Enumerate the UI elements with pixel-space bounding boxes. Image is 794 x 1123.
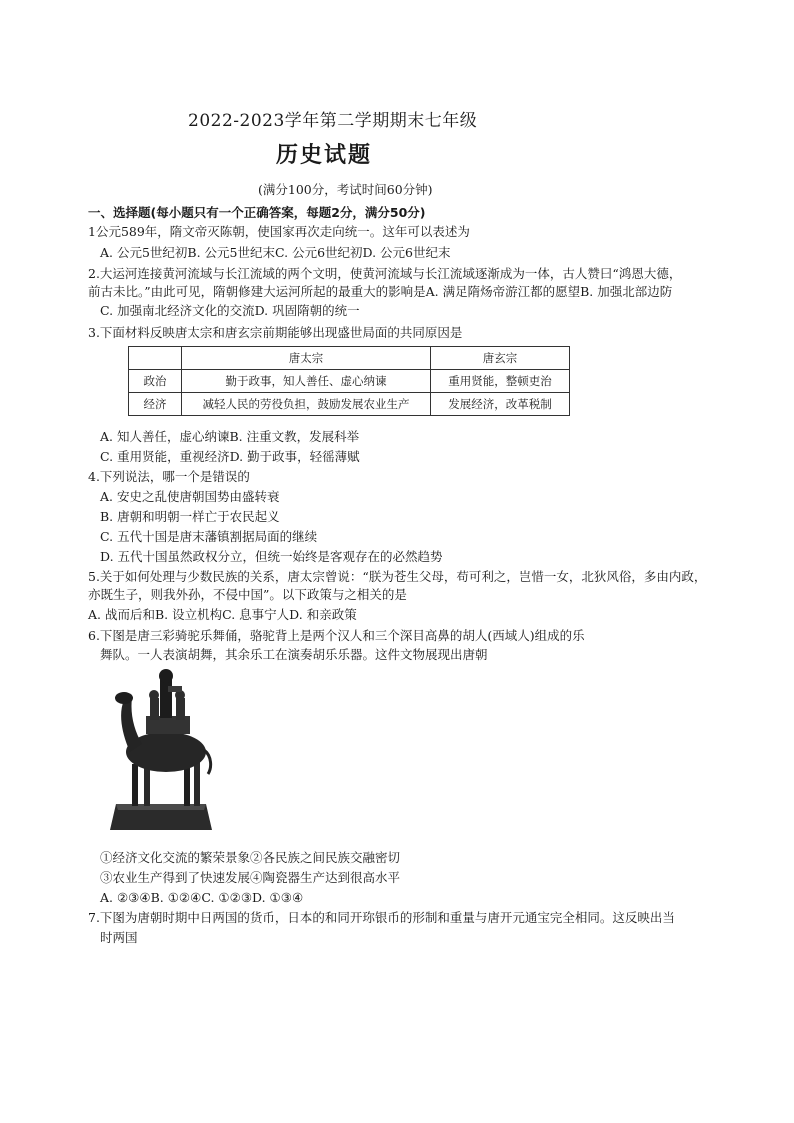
q4-option-b: B. 唐朝和明朝一样亡于农民起义 xyxy=(100,509,280,524)
q3-option-line2: C. 重用贤能，重视经济D. 勤于政事，轻徭薄赋 xyxy=(100,449,360,464)
table-cell: 减轻人民的劳役负担，鼓励发展农业生产 xyxy=(182,393,431,416)
q4-option-d: D. 五代十国虽然政权分立，但统一始终是客观存在的必然趋势 xyxy=(100,549,443,564)
q2-line2: 前古未比。”由此可见，隋朝修建大运河所起的最重大的影响是A. 满足隋炀帝游江都的愿望B. 加强北部边防 xyxy=(88,284,673,299)
q3-stem: 3.下面材料反映唐太宗和唐玄宗前期能够出现盛世局面的共同原因是 xyxy=(88,325,463,340)
q3-table xyxy=(128,346,570,416)
q1-options: A. 公元5世纪初B. 公元5世纪末C. 公元6世纪初D. 公元6世纪末 xyxy=(100,245,451,260)
table-header-cell xyxy=(129,347,182,370)
q6-item-line2: ③农业生产得到了快速发展④陶瓷器生产达到很高水平 xyxy=(100,870,401,885)
q6-line2: 舞队。一人表演胡舞，其余乐工在演奏胡乐乐器。这件文物展现出唐朝 xyxy=(100,647,488,662)
q1-stem: 1公元589年，隋文帝灭陈朝，使国家再次走向统一。这年可以表述为 xyxy=(88,224,470,239)
table-cell: 发展经济，改革税制 xyxy=(431,393,570,416)
q6-options: A. ②③④B. ①②④C. ①②③D. ①③④ xyxy=(100,890,304,905)
table-cell: 政治 xyxy=(129,370,182,393)
table-cell: 经济 xyxy=(129,393,182,416)
q4-option-c: C. 五代十国是唐末藩镇割据局面的继续 xyxy=(100,529,318,544)
q6-line1: 6.下图是唐三彩骑驼乐舞俑，骆驼背上是两个汉人和三个深目高鼻的胡人(西域人)组成的乐 xyxy=(88,628,585,643)
table-header-cell: 唐玄宗 xyxy=(431,347,570,370)
q5-line1: 5.关于如何处理与少数民族的关系，唐太宗曾说：“朕为苍生父母，苟可利之，岂惜一女，北狄风俗，多由内政， xyxy=(88,569,707,584)
q7-line1: 7.下图为唐朝时期中日两国的货币，日本的和同开珎银币的形制和重量与唐开元通宝完全相同。这反映出当 xyxy=(88,910,675,925)
q5-options: A. 战而后和B. 设立机构C. 息事宁人D. 和亲政策 xyxy=(88,607,357,622)
q6-item-line1: ①经济文化交流的繁荣景象②各民族之间民族交融密切 xyxy=(100,850,401,865)
section-heading: 一、选择题(每小题只有一个正确答案，每题2分，满分50分) xyxy=(88,205,426,220)
table-row xyxy=(129,393,570,416)
q2-line1: 2.大运河连接黄河流域与长江流域的两个文明，使黄河流域与长江流域逐渐成为一体，古人赞曰“鸿恩大德， xyxy=(88,266,682,281)
q3-option-line1: A. 知人善任，虚心纳谏B. 注重文教，发展科举 xyxy=(100,429,360,444)
q5-line2: 亦既生子，则我外孙，不侵中国”。以下政策与之相关的是 xyxy=(88,587,407,602)
exam-title: 2022-2023学年第二学期期末七年级 xyxy=(188,111,478,131)
table-header-cell: 唐太宗 xyxy=(182,347,431,370)
q4-stem: 4.下列说法，哪一个是错误的 xyxy=(88,469,250,484)
table-row xyxy=(129,370,570,393)
q4-option-a: A. 安史之乱使唐朝国势由盛转衰 xyxy=(100,489,280,504)
tang-sancai-camel-figurine-image xyxy=(108,664,220,836)
table-cell: 勤于政事，知人善任、虚心纳谏 xyxy=(182,370,431,393)
table-cell: 重用贤能，整顿吏治 xyxy=(431,370,570,393)
q2-line3: C. 加强南北经济文化的交流D. 巩固隋朝的统一 xyxy=(100,303,360,318)
q7-line2: 时两国 xyxy=(100,930,138,945)
table-header-row xyxy=(129,347,570,370)
exam-subtitle: (满分100分，考试时间60分钟) xyxy=(258,182,433,197)
subject-title: 历史试题 xyxy=(276,143,373,168)
